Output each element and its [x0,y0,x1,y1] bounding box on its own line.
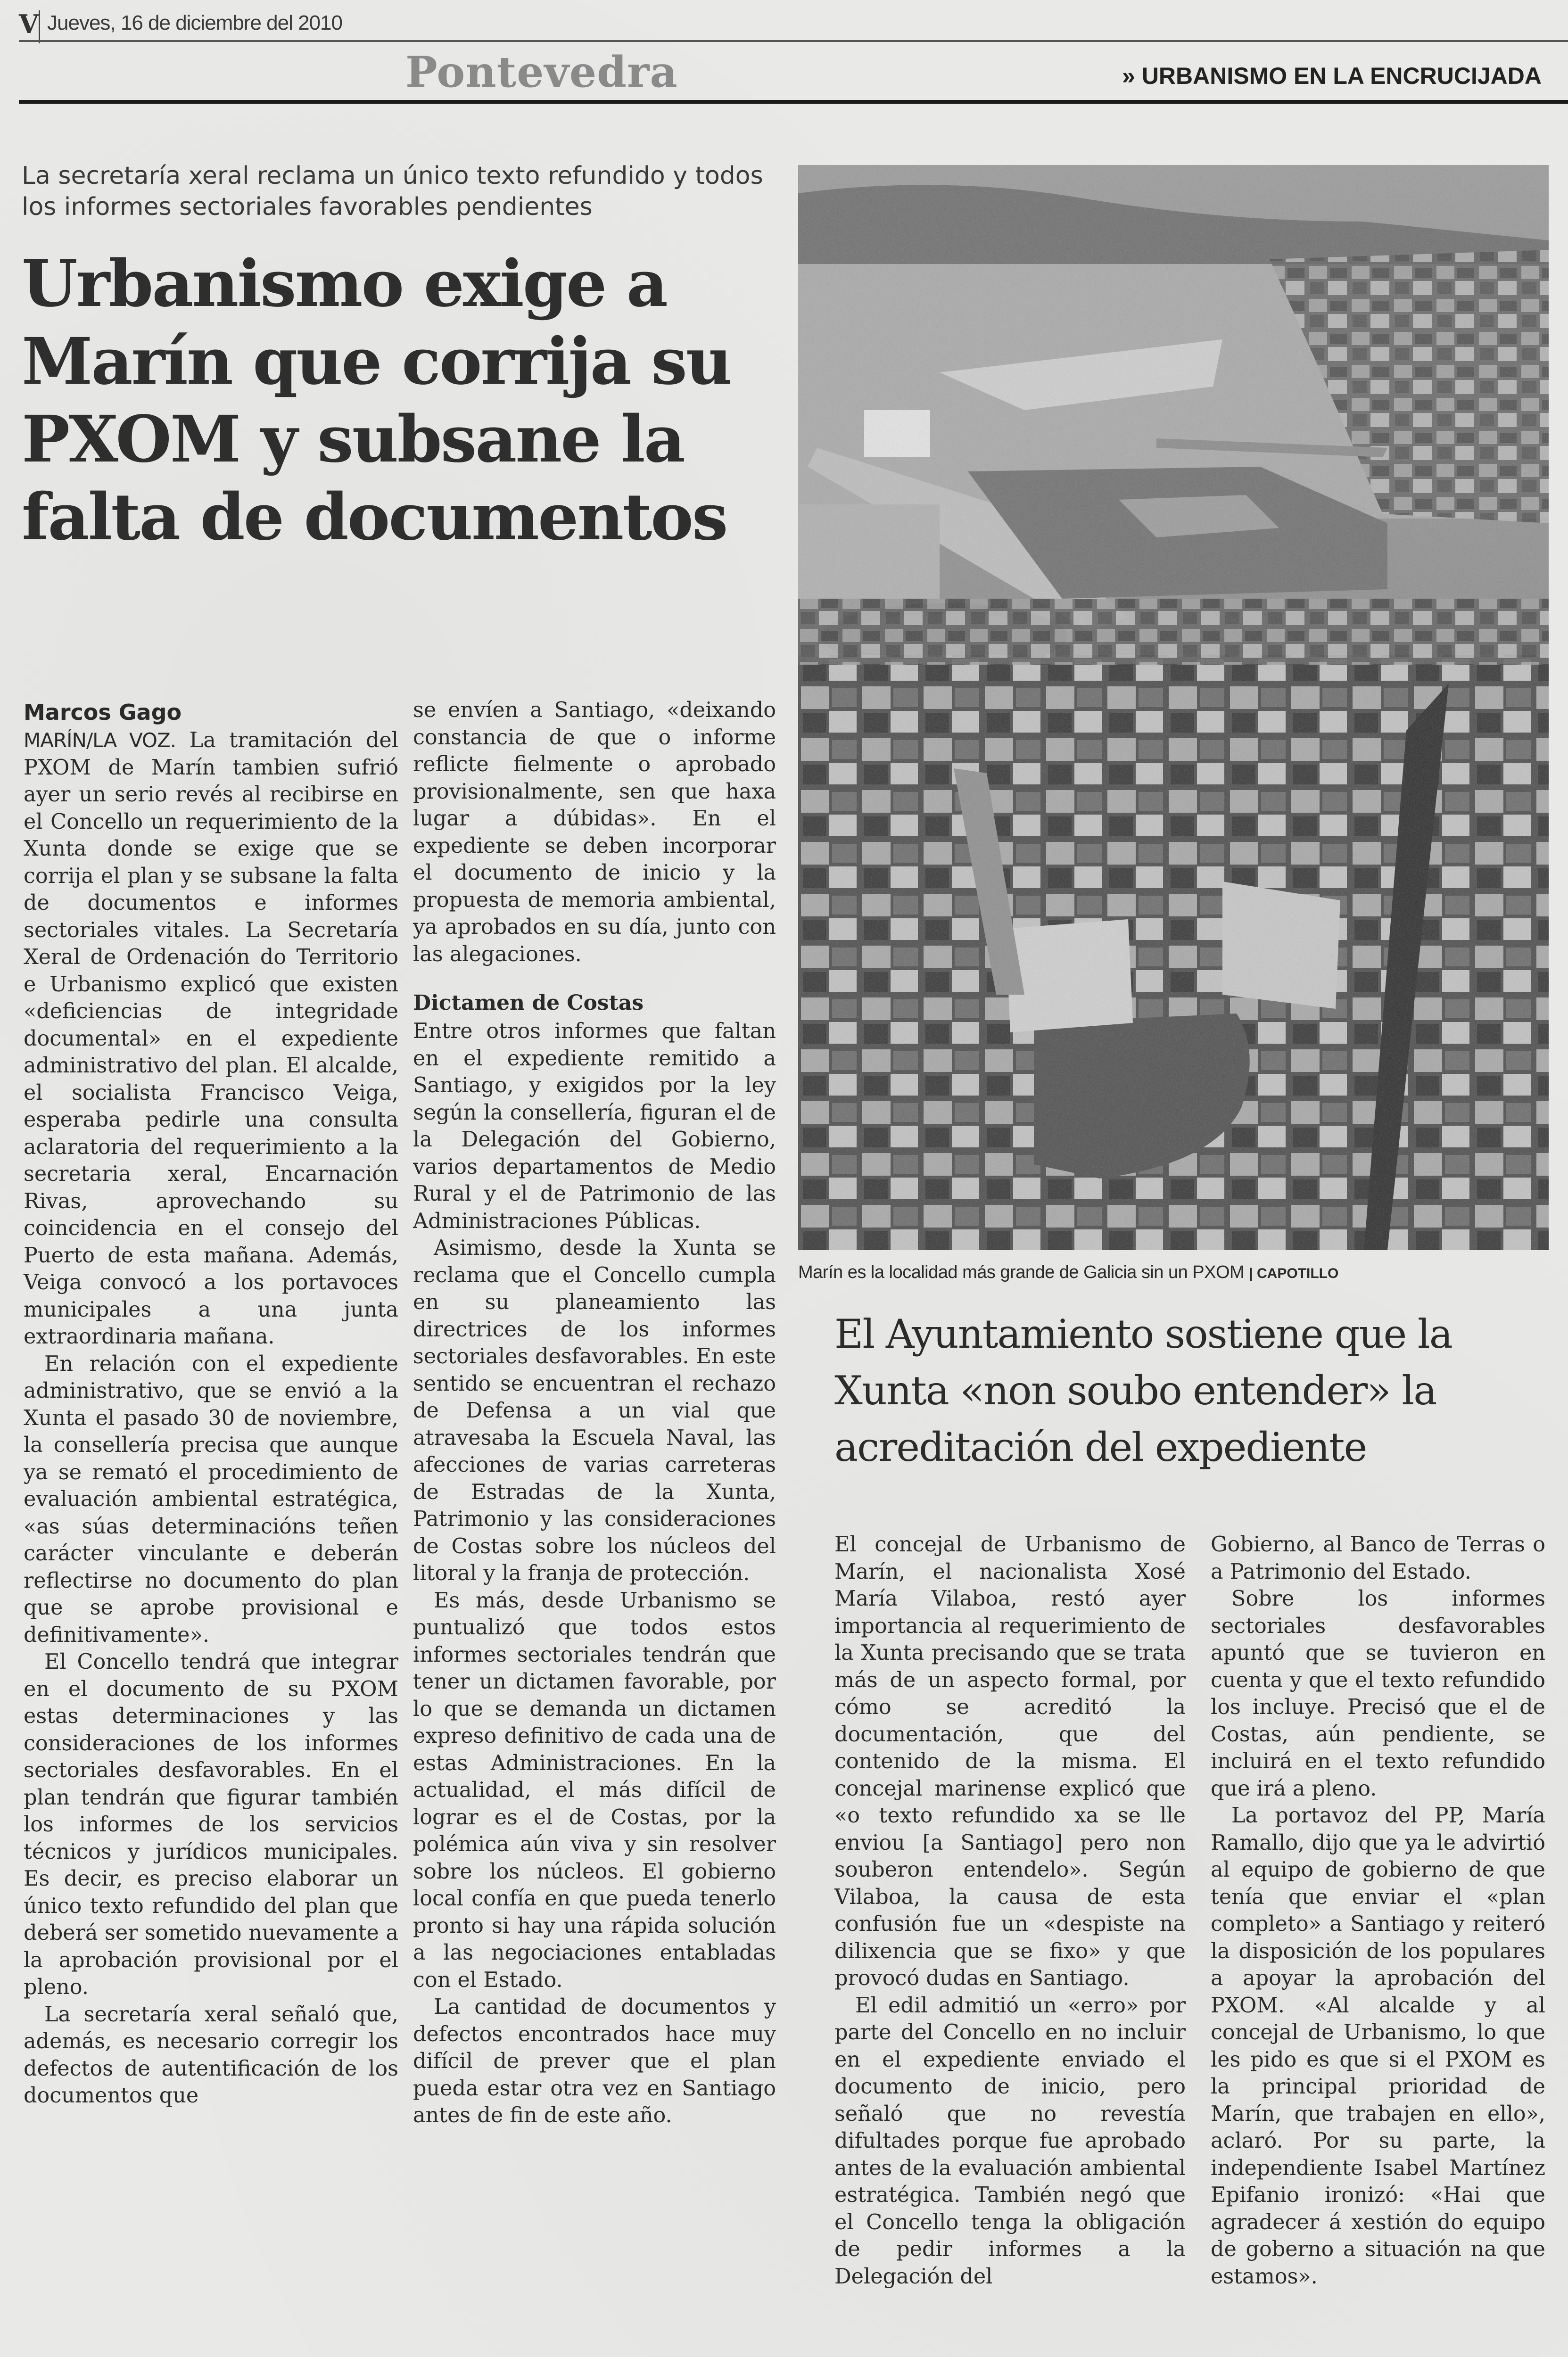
newspaper-logo-icon: V [19,9,39,39]
header-rule-bottom [19,100,1568,104]
sidebar-paragraph-continuation: Gobierno, al Banco de Terras o a Patrimonio del Estado. [1211,1533,1545,1584]
sidebar-headline: El Ayuntamiento sostiene que la Xunta «non soubo entender» la acreditación del expediente [834,1311,1452,1470]
sidebar-paragraph-continued: El edil admitió un «erro» por parte del Concello en no incluir en el expediente enviado el documento de inicio, pero señaló que no revestía difultades porque fue aprobado antes de la evaluación ambiental estratégica. También negó que el Concello tenga la obligación de pedir informes a la Delegación del [834,1993,1186,2289]
paragraph-text: La tramitación del PXOM de Marín tambien sufrió ayer un serio revés al recibirse en el Concello un requerimiento de la Xunta donde se exige que se corrija el plan y se subsane la falta de documentos e informes sectoriales vitales. La Secretaría Xeral de Ordenación do Territorio e Urbanismo explicó que existen «deficiencias de integridade documental» en el expediente administrativo del plan. El alcalde, el socialista Francisco Veiga, esperaba pedirle una consulta aclaratoria del requerimiento a la secretaria xeral, Encarnación Rivas, aprovechando su coincidencia en el consejo del Puerto de esta mañana. Además, Veiga convocó a los portavoces municipales a una junta extraordinaria mañana. [24,728,399,1349]
article-paragraph: La cantidad de documentos y defectos encontrados hace muy difícil de prever que el plan pueda estar otra vez en Santiago antes de fin de este año. [413,1995,776,2127]
sidebar-column-1 [834,1531,1186,2290]
photo-caption [798,1262,1338,1283]
article-paragraph-continuation: se envíen a Santiago, «deixando constancia de que o informe reflicte fielmente o aprobado provisionalmente, sen que haxa lugar a dúbidas». En el expediente se deben incorporar el documento de inicio y la propuesta de memoria ambiental, ya aprobados en su día, junto con las alegaciones. [413,698,776,966]
header-rule-top [19,40,1568,42]
article-paragraph: Entre otros informes que faltan en el expediente remitido a Santiago, y exigidos por la ley según la consellería, figuran el de la Delegación del Gobierno, varios departamentos de Medio Rural y el de Patrimonio de las Administraciones Públicas. [413,1019,776,1233]
article-paragraph [24,727,398,1351]
article-paragraph: En relación con el expediente administrativo, que se envió a la Xunta el pasado 30 de noviembre, la consellería precisa que aunque ya se remató el procedimiento de evaluación ambiental estratégica, «as súas determinacións teñen carácter vinculante e deberán reflectirse no documento do plan que se aprobe provisional e definitivamente». [24,1352,398,1647]
article-paragraph: Asimismo, desde la Xunta se reclama que el Concello cumpla en su planeamiento las directrices de los informes sectoriales desfavorables. En este sentido se encuentran el rechazo de Defensa a un vial que atravesaba la Escuela Naval, las afecciones de varias carreteras de Estradas de la Xunta, Patrimonio y las consideraciones de Costas sobre los núcleos del litoral y la franja de protección. [413,1236,776,1585]
sidebar-paragraph: Sobre los informes sectoriales desfavorables apuntó que se tuvieron en cuenta y que el texto refundido los incluye. Precisó que el de Costas, aún pendiente, se incluirá en el texto refundido que irá a pleno. [1211,1587,1545,1801]
aerial-photo-image [798,165,1549,1250]
sidebar-paragraph: La portavoz del PP, María Ramallo, dijo que ya le advirtió al equipo de gobierno de que tenía que enviar el «plan completo» a Santiago y reiteró la disposición de los populares a apoyar la aprobación del PXOM. «Al alcalde y al concejal de Urbanismo, lo que les pido es que si el PXOM es la principal prioridad de Marín, que trabajen en ello», aclaró. Por su parte, la independiente Isabel Martínez Epifanio ironizó: «Hai que agradecer á xestión do equipo de goberno a situación na que estamos». [1211,1804,1545,2289]
sidebar-column-2 [1211,1531,1545,2290]
sidebar-paragraph: El concejal de Urbanismo de Marín, el nacionalista Xosé María Vilaboa, restó ayer importancia al requerimiento de la Xunta precisando que se trata más de un aspecto formal, por cómo se acreditó la documentación, que del contenido de la misma. El concejal marinense explicó que «o texto refundido xa se lle enviou [a Santiago] pero non souberon entendelo». Según Vilaboa, la causa de esta confusión fue un «despiste na dilixencia que se fixo» y que provocó dudas en Santiago. [834,1533,1186,1990]
photo-credit: | CAPOTILLO [1249,1266,1339,1281]
article-paragraph: Es más, desde Urbanismo se puntualizó que todos estos informes sectoriales tendrán que tener un dictamen favorable, por lo que se demanda un dictamen expreso definitivo de cada una de estas Administraciones. En la actualidad, el más difícil de lograr es el de Costas, por la polémica aún viva y sin resolver sobre los núcleos. El gobierno local confía en que pueda tenerlo pronto si hay una rápida solución a las negociaciones entabladas con el Estado. [413,1588,776,1992]
dateline: MARÍN/LA VOZ. [24,729,176,752]
header-divider [39,10,40,43]
aerial-photo [798,165,1549,1250]
byline: Marcos Gago [24,700,182,725]
article-subhead: Dictamen de Costas [413,991,644,1015]
article-column-2 [413,697,776,2129]
article-dek: La secretaría xeral reclama un único texto refundido y todos los informes sectoriales favorables pendientes [22,162,763,221]
article-paragraph: El Concello tendrá que integrar en el documento de su PXOM estas determinaciones y las consideraciones de los informes sectoriales desfavorables. En el plan tendrán que figurar también los informes de los servicios técnicos y jurídicos municipales. Es decir, es preciso elaborar un único texto refundido del plan que deberá ser sometido nuevamente a la aprobación provisional por el pleno. [24,1650,398,1999]
article-column-1 [24,698,398,2110]
caption-text: Marín es la localidad más grande de Galicia sin un PXOM [798,1262,1245,1282]
issue-date: Jueves, 16 de diciembre del 2010 [47,11,342,34]
section-title: Pontevedra [405,47,678,97]
article-headline: Urbanismo exige a Marín que corrija su PXOM y subsane la falta de documentos [22,246,731,555]
article-paragraph-continued [24,2001,398,2110]
paragraph-text: La secretaría xeral señaló que, además, es necesario corregir los defectos de autentificación de los documentos que [24,2002,398,2108]
section-kicker: » URBANISMO EN LA ENCRUCIJADA [1122,63,1542,89]
